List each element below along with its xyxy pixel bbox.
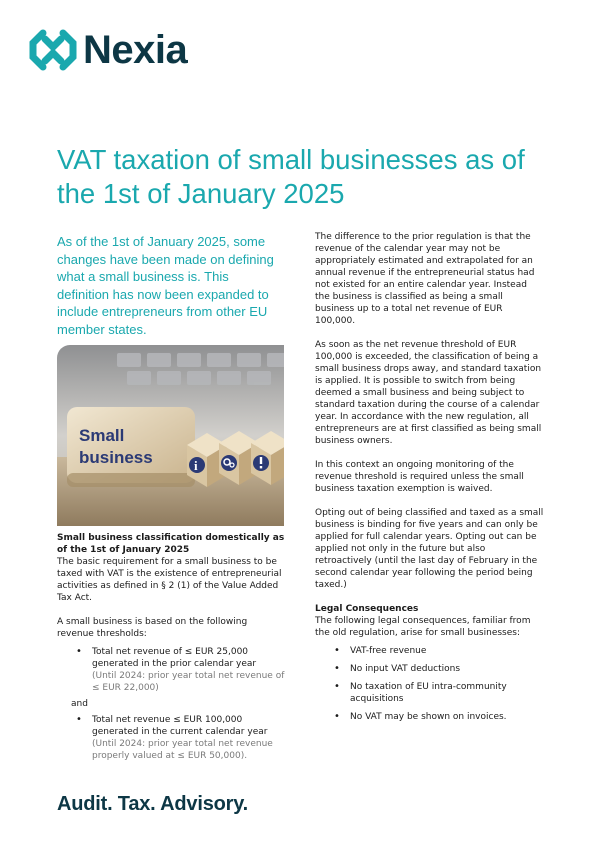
legal-item: • VAT-free revenue xyxy=(315,645,544,657)
left-paragraph-2: A small business is based on the following revenue thresholds: xyxy=(57,617,248,639)
threshold-item-1 xyxy=(57,646,285,694)
threshold-item-1-note: (Until 2024: prior year total net revenue of ≤ EUR 22,000) xyxy=(92,671,285,693)
right-paragraph-3: In this context an ongoing monitoring of the revenue threshold is required unless the small business taxation exemption is waived. xyxy=(315,460,524,494)
lead-paragraph: As of the 1st of January 2025, some changes have been made on defining what a small business is. This definition has now been expanded to include entrepreneurs from other EU member states. xyxy=(57,234,274,337)
photo-sign-line2: business xyxy=(79,448,153,467)
and-connector: and xyxy=(71,699,88,709)
nexia-logo xyxy=(29,27,187,73)
footer-tagline: Audit. Tax. Advisory. xyxy=(57,793,249,815)
right-paragraph-2: As soon as the net revenue threshold of EUR 100,000 is exceeded, the classification of being a small business drops away, and standard taxation is applied. It is possible to switch from being deemed a small business and being subject to standard taxation during the course of a calendar year. In accordance with the new regulation, all entrepreneurs are at first classified as being small business owners. xyxy=(315,340,542,446)
legal-intro: The following legal consequences, familiar from the old regulation, arise for small businesses: xyxy=(315,616,531,638)
section-heading-legal: Legal Consequences xyxy=(315,604,419,614)
legal-item: • No taxation of EU intra-community acquisitions xyxy=(315,681,544,705)
legal-item: • No VAT may be shown on invoices. xyxy=(315,711,544,723)
section-heading-classification: Small business classification domestically as of the 1st of January 2025 xyxy=(57,533,285,555)
brand-name: Nexia xyxy=(83,28,188,72)
photo-illustration xyxy=(57,345,284,526)
small-business-photo xyxy=(57,345,284,526)
left-column xyxy=(57,532,285,762)
threshold-item-2-note: (Until 2024: prior year total net revenue properly valued at ≤ EUR 50,000). xyxy=(92,739,273,761)
right-paragraph-4: Opting out of being classified and taxed as a small business is binding for five years and can only be applied for full calendar years. Opting out can be applied not only in the future but also retroactively (until the last day of February in the second calendar year following the period being taxed.) xyxy=(315,508,544,590)
threshold-list xyxy=(57,646,285,694)
left-paragraph-1: The basic requirement for a small business to be taxed with VAT is the existence of entrepreneurial activities as defined in § 2 (1) of the Value Added Tax Act. xyxy=(57,557,282,603)
threshold-item-2-text: Total net revenue ≤ EUR 100,000 generated in the current calendar year xyxy=(92,715,268,737)
svg-text:i: i xyxy=(194,458,198,473)
legal-item: • No input VAT deductions xyxy=(315,663,544,675)
page-title: VAT taxation of small businesses as of the 1st of January 2025 xyxy=(57,144,525,209)
photo-sign-line1: Small xyxy=(79,426,125,445)
nexia-logo-mark-icon xyxy=(29,27,77,73)
threshold-list-2 xyxy=(57,714,285,762)
right-column xyxy=(315,231,544,729)
threshold-item-2 xyxy=(57,714,285,762)
right-paragraph-1: The difference to the prior regulation is that the revenue of the calendar year may not be appropriately estimated and extrapolated for an annual revenue if the entrepreneurial status had not existed for an entire calendar year. Instead the business is classified as being a small business up to a total net revenue of EUR 100,000. xyxy=(315,232,535,326)
threshold-item-1-text: Total net revenue of ≤ EUR 25,000 generated in the prior calendar year xyxy=(92,647,257,669)
legal-consequences-list xyxy=(315,645,544,723)
